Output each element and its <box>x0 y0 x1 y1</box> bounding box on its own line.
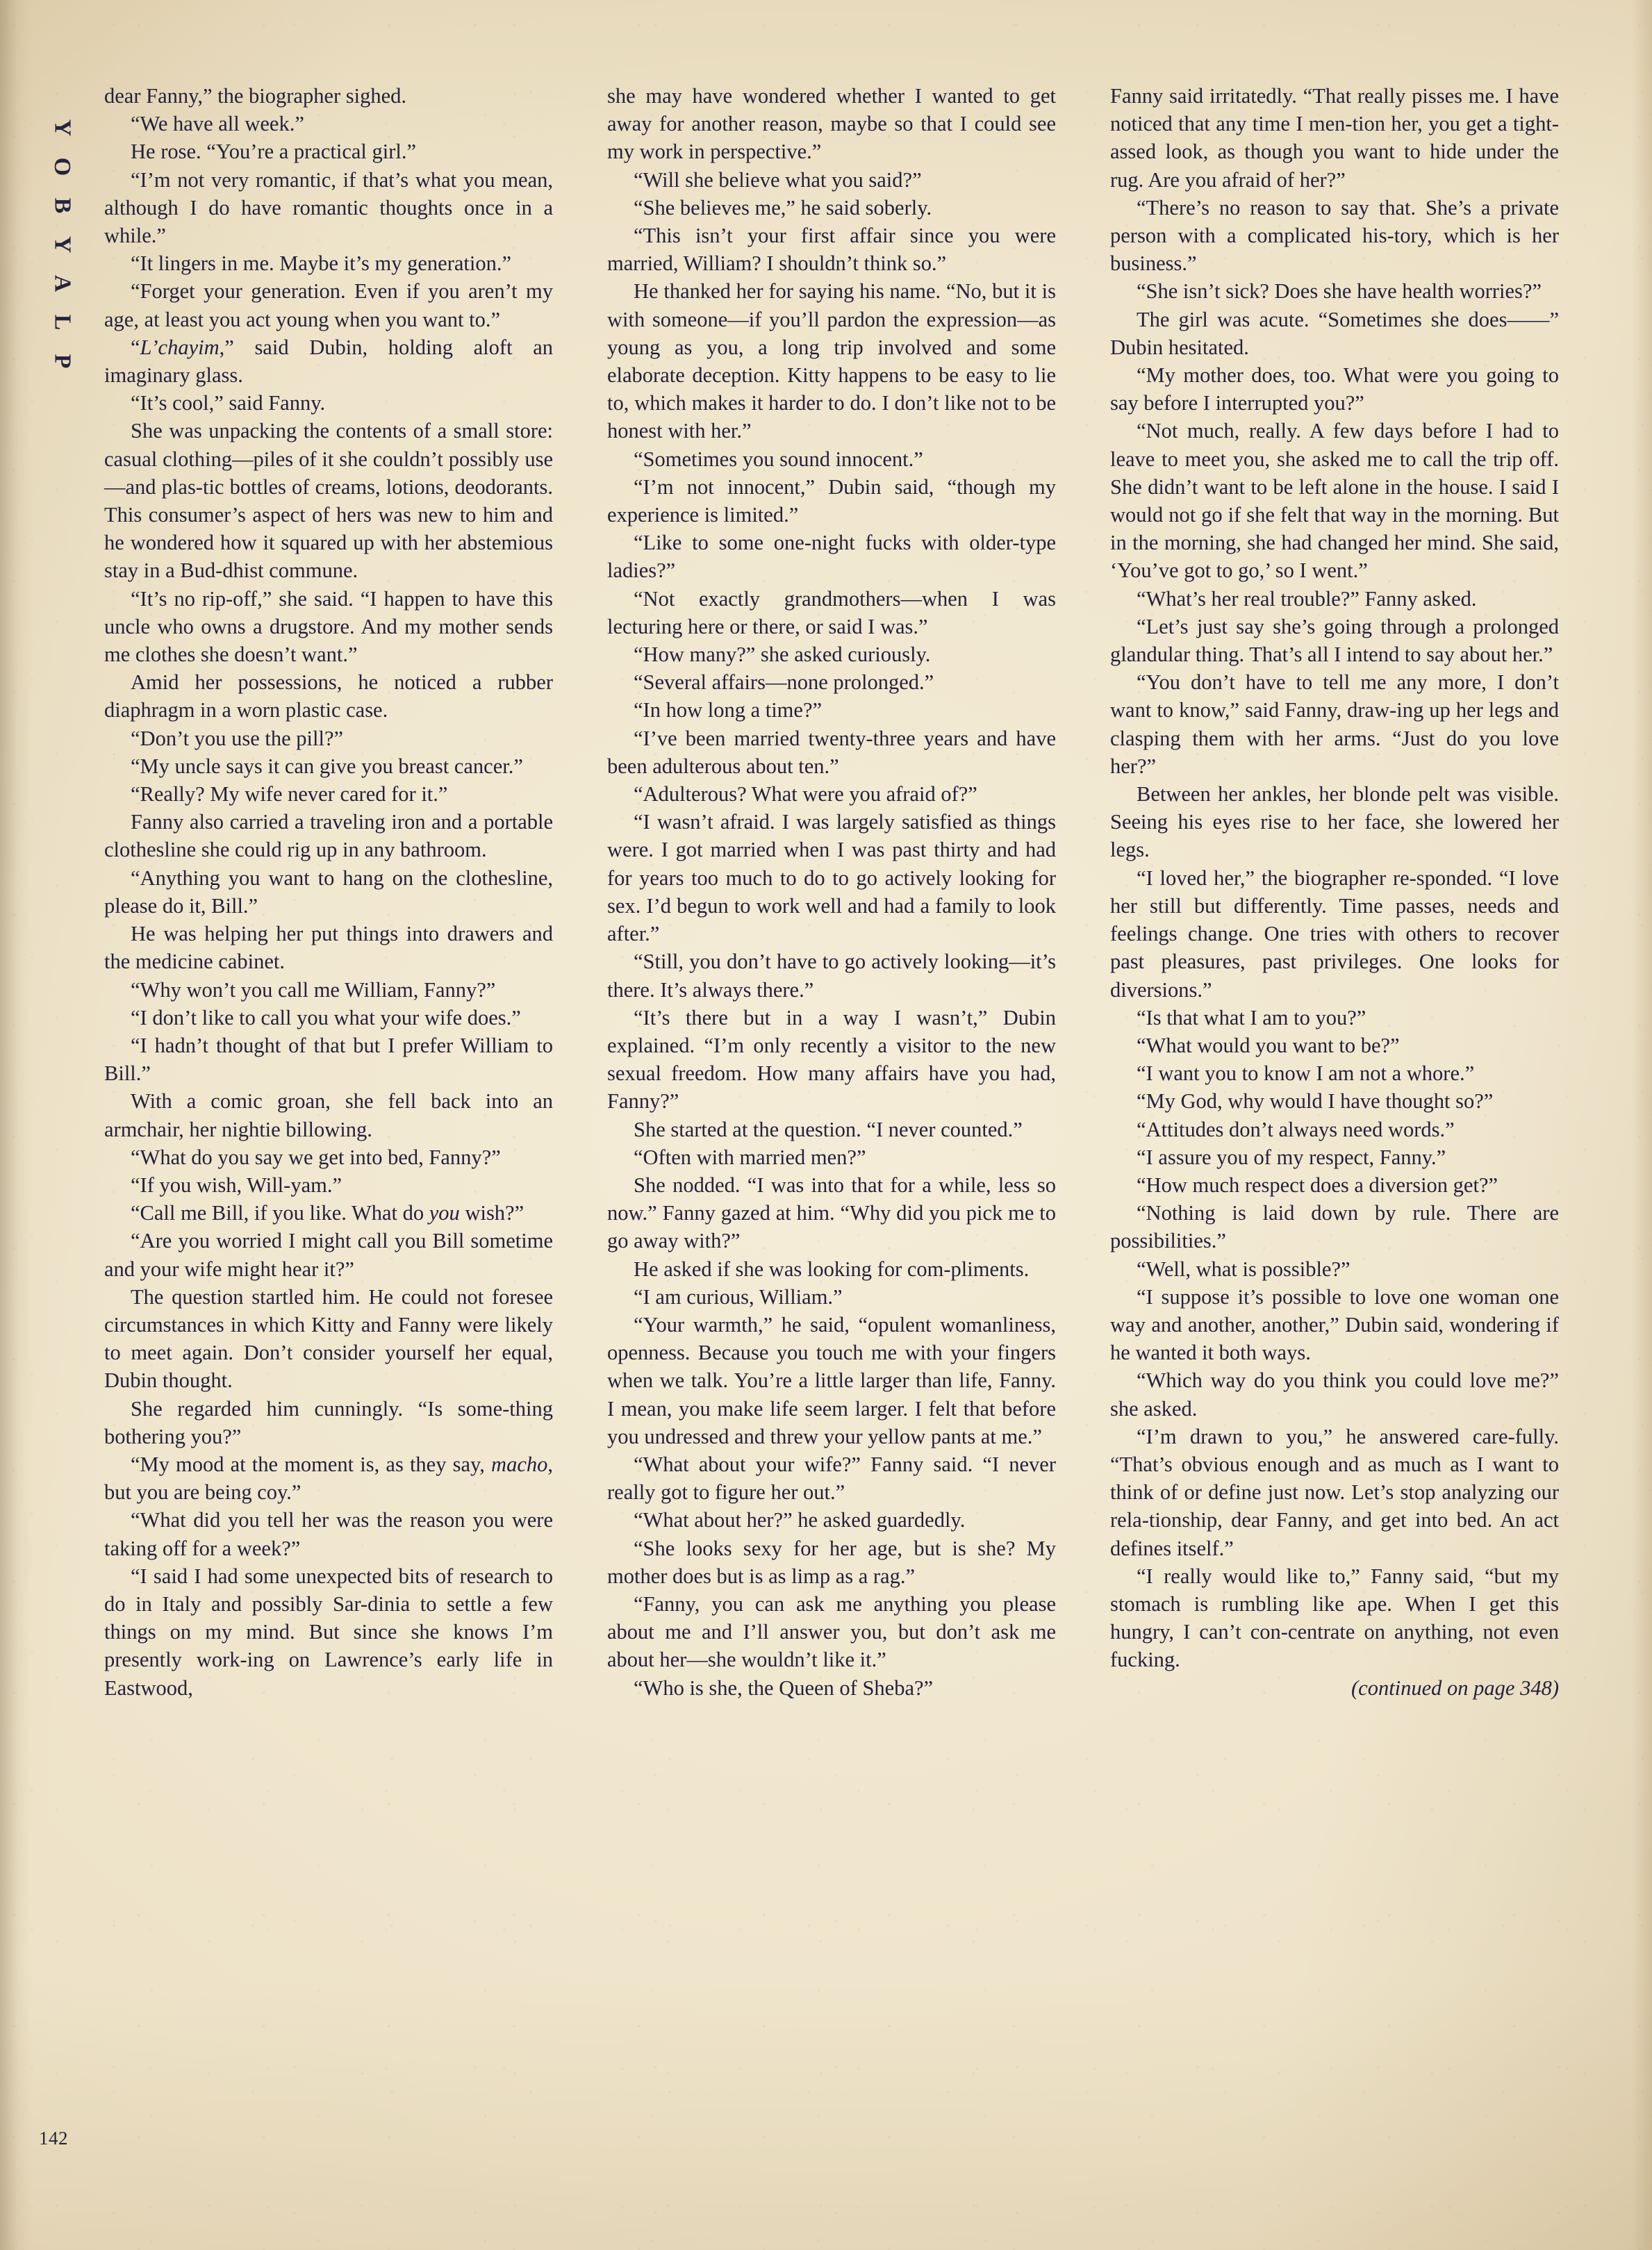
body-paragraph <box>1110 82 1559 194</box>
text-run: ,” said Dubin, holding aloft an imaginary glass. <box>104 335 553 388</box>
body-paragraph <box>607 1143 1056 1171</box>
body-paragraph <box>607 668 1056 696</box>
body-paragraph <box>607 780 1056 808</box>
text-run: “I hadn’t thought of that but I prefer William to Bill.” <box>104 1033 553 1086</box>
text-run: “Why won’t you call me William, Fanny?” <box>131 977 496 1002</box>
body-paragraph <box>607 1116 1056 1143</box>
text-run: “I am curious, William.” <box>634 1284 843 1309</box>
body-paragraph <box>1110 1143 1559 1171</box>
brand-letter: L <box>49 314 75 331</box>
body-paragraph <box>104 976 553 1004</box>
publication-brand-vertical <box>38 103 86 381</box>
body-paragraph <box>1110 277 1559 305</box>
body-paragraph <box>1110 1004 1559 1032</box>
text-run: “I assure you of my respect, Fanny.” <box>1137 1145 1446 1169</box>
text-run: “How much respect does a diversion get?” <box>1137 1173 1498 1197</box>
continued-on-page-note[interactable]: (continued on page 348) <box>1351 1676 1559 1700</box>
body-paragraph <box>104 1562 553 1702</box>
text-run: “I really would like to,” Fanny said, “but my stomach is rumbling like ape. When I get this hungry, I can’t con-centrate on anything, not even fucking. <box>1110 1564 1559 1672</box>
text-run: With a comic groan, she fell back into an armchair, her nightie billowing. <box>104 1089 553 1141</box>
text-run: “Will she believe what you said?” <box>634 167 922 192</box>
text-run: , but you are being coy.” <box>104 1452 553 1505</box>
text-run: He thanked her for saying his name. “No, but it is with someone—if you’ll pardon the expression—as young as you, a long trip involved and some elaborate deception. Kitty happens to be easy to lie to, which makes it harder to do. I don’t like not to be honest with her.” <box>607 279 1056 443</box>
text-run: “My uncle says it can give you breast cancer.” <box>131 754 523 778</box>
body-paragraph <box>1110 780 1559 864</box>
body-paragraph <box>1110 585 1559 613</box>
body-paragraph <box>1110 1255 1559 1283</box>
text-run: “Not much, really. A few days before I had to leave to meet you, she asked me to call the trip off. She didn’t want to be left alone in the house. I said I would not go if she felt that way in the morning. But in the morning, she had changed her mind. She said, ‘You’ve got to go,’ so I went.” <box>1110 419 1559 583</box>
text-run: she may have wondered whether I wanted to get away for another reason, maybe so that I could see my work in perspective.” <box>607 84 1056 164</box>
text-run: “What about her?” he asked guardedly. <box>634 1508 966 1532</box>
text-run: “We have all week.” <box>131 112 304 136</box>
column-3 <box>1110 82 1559 1702</box>
emphasised-text: L’chayim <box>140 335 220 359</box>
body-paragraph <box>607 1535 1056 1590</box>
article-body-columns <box>104 82 1560 1702</box>
body-paragraph <box>104 1199 553 1227</box>
body-paragraph <box>104 864 553 920</box>
page-number: 142 <box>39 2128 68 2149</box>
body-paragraph <box>607 725 1056 780</box>
body-paragraph <box>1110 668 1559 780</box>
text-run: “You don’t have to tell me any more, I don’t want to know,” said Fanny, draw-ing up her legs and clasping them with her arms. “Just do you love her?” <box>1110 670 1559 778</box>
text-run: “Really? My wife never cared for it.” <box>131 782 448 806</box>
text-run: “Which way do you think you could love me?” she asked. <box>1110 1368 1559 1421</box>
body-paragraph <box>1110 306 1559 361</box>
body-paragraph <box>104 138 553 165</box>
text-run: “It’s there but in a way I wasn’t,” Dubin explained. “I’m only recently a visitor to the new sexual freedom. How many affairs have you had, Fanny?” <box>607 1005 1056 1114</box>
text-run: Fanny also carried a traveling iron and a portable clothesline she could rig up in any bathroom. <box>104 810 553 862</box>
body-paragraph <box>607 1004 1056 1116</box>
text-run: “Nothing is laid down by rule. There are possibilities.” <box>1110 1201 1559 1253</box>
body-paragraph <box>104 333 553 389</box>
text-run: “Forget your generation. Even if you aren’t my age, at least you act young when you want to.” <box>104 279 553 331</box>
text-run: “What did you tell her was the reason you were taking off for a week?” <box>104 1508 553 1560</box>
text-run: “Still, you don’t have to go actively looking—it’s there. It’s always there.” <box>607 950 1056 1002</box>
text-run: “I’ve been married twenty-three years and have been adulterous about ten.” <box>607 726 1056 778</box>
column-2 <box>607 82 1056 1702</box>
text-run: “It’s no rip-off,” she said. “I happen to have this uncle who owns a drugstore. And my mother sends me clothes she doesn’t want.” <box>104 586 553 667</box>
body-paragraph <box>607 222 1056 277</box>
body-paragraph <box>607 1311 1056 1450</box>
text-run: “There’s no reason to say that. She’s a private person with a complicated his-tory, which is her business.” <box>1110 195 1559 276</box>
body-paragraph <box>607 529 1056 584</box>
text-run: “Often with married men?” <box>634 1145 866 1169</box>
body-paragraph <box>104 277 553 333</box>
body-paragraph <box>607 1283 1056 1311</box>
body-paragraph <box>607 808 1056 948</box>
body-paragraph <box>607 166 1056 194</box>
text-run: “If you wish, Will-yam.” <box>131 1173 342 1197</box>
body-paragraph <box>104 1004 553 1032</box>
body-paragraph <box>607 948 1056 1003</box>
text-run: “I don’t like to call you what your wife does.” <box>131 1005 521 1029</box>
text-run: “I suppose it’s possible to love one woman one way and another, another,” Dubin said, wondering if he wanted it both ways. <box>1110 1284 1559 1365</box>
body-paragraph <box>1110 194 1559 278</box>
brand-letter: O <box>49 157 75 176</box>
body-paragraph <box>1110 361 1559 417</box>
text-run: He was helping her put things into drawers and the medicine cabinet. <box>104 922 553 974</box>
text-run: “This isn’t your first affair since you were married, William? I shouldn’t think so.” <box>607 224 1056 276</box>
body-paragraph <box>104 780 553 808</box>
body-paragraph <box>1110 1116 1559 1143</box>
text-run: “I’m drawn to you,” he answered care-fully. “That’s obvious enough and as much as I want to think of or define just now. Let’s stop analyzing our rela-tionship, dear Fanny, and get into bed. An act defines itself.” <box>1110 1424 1559 1560</box>
body-paragraph <box>104 585 553 669</box>
text-run: “I’m not very romantic, if that’s what you mean, although I do have romantic thoughts once in a while.” <box>104 167 553 248</box>
body-paragraph <box>1110 1171 1559 1199</box>
text-run: He rose. “You’re a practical girl.” <box>131 140 417 164</box>
body-paragraph <box>1110 1283 1559 1367</box>
text-run: She started at the question. “I never counted.” <box>634 1117 1023 1141</box>
body-paragraph <box>1110 1059 1559 1087</box>
text-run: “My mood at the moment is, as they say, <box>131 1452 492 1476</box>
body-paragraph <box>104 1283 553 1395</box>
body-paragraph <box>1110 1366 1559 1422</box>
text-run: “Like to some one-night fucks with older-type ladies?” <box>607 531 1056 583</box>
body-paragraph <box>607 194 1056 222</box>
text-run: “She isn’t sick? Does she have health worries?” <box>1137 279 1542 304</box>
body-paragraph <box>1110 864 1559 1004</box>
text-run: “She looks sexy for her age, but is she? My mother does but is as limp as a rag.” <box>607 1536 1056 1588</box>
body-paragraph <box>104 1032 553 1087</box>
text-run: “What do you say we get into bed, Fanny?” <box>131 1145 501 1169</box>
brand-letter: Y <box>49 119 75 137</box>
text-run: “She believes me,” he said soberly. <box>634 195 932 220</box>
body-paragraph <box>607 640 1056 668</box>
body-paragraph <box>104 808 553 863</box>
body-paragraph <box>104 920 553 975</box>
text-run: Amid her possessions, he noticed a rubber diaphragm in a worn plastic case. <box>104 670 553 722</box>
body-paragraph <box>104 1227 553 1282</box>
text-run: She nodded. “I was into that for a while, less so now.” Fanny gazed at him. “Why did you pick me to go away with?” <box>607 1173 1056 1253</box>
text-run: “I loved her,” the biographer re-sponded. “I love her still but differently. Time passes, needs and feelings change. One tries with others to recover past pleasures, past privileges. One looks for diversions.” <box>1110 866 1559 1002</box>
text-run: “Not exactly grandmothers—when I was lecturing here or there, or said I was.” <box>607 586 1056 638</box>
body-paragraph <box>104 725 553 752</box>
text-run: “I’m not innocent,” Dubin said, “though my experience is limited.” <box>607 474 1056 527</box>
body-paragraph <box>104 166 553 250</box>
text-run: “It lingers in me. Maybe it’s my generation.” <box>131 251 512 276</box>
body-paragraph <box>1110 1087 1559 1115</box>
text-run: “Let’s just say she’s going through a prolonged glandular thing. That’s all I intend to say about her.” <box>1110 614 1559 667</box>
body-paragraph <box>607 1171 1056 1255</box>
body-paragraph <box>607 1255 1056 1283</box>
body-paragraph <box>607 1590 1056 1674</box>
body-paragraph <box>104 1450 553 1506</box>
body-paragraph <box>607 473 1056 529</box>
body-paragraph <box>104 1171 553 1199</box>
text-run: “Don’t you use the pill?” <box>131 726 344 750</box>
text-run: “My God, why would I have thought so?” <box>1137 1089 1494 1114</box>
text-run: Fanny said irritatedly. “That really pisses me. I have noticed that any time I men-tion her, you get a tight-assed look, as though you want to hide under the rug. Are you afraid of her?” <box>1110 84 1559 192</box>
text-run: She was unpacking the contents of a small store: casual clothing—piles of it she couldn’t possibly use—and plas-tic bottles of creams, lotions, deodorants. This consumer’s aspect of hers was new to him and he wondered how it squared up with her abstemious stay in a Bud-dhist commune. <box>104 419 553 583</box>
body-paragraph <box>1110 1032 1559 1059</box>
brand-letter: A <box>49 274 75 292</box>
body-paragraph <box>607 1506 1056 1534</box>
text-run: “Call me Bill, if you like. What do <box>131 1201 429 1225</box>
body-paragraph <box>104 1506 553 1562</box>
text-run: “In how long a time?” <box>634 698 823 722</box>
text-run: The question startled him. He could not foresee circumstances in which Kitty and Fanny were likely to meet again. Don’t consider yourself her equal, Dubin thought. <box>104 1284 553 1393</box>
body-paragraph <box>104 417 553 584</box>
page-edge-shading <box>1631 0 1652 2250</box>
text-run: “Are you worried I might call you Bill sometime and your wife might hear it?” <box>104 1229 553 1281</box>
body-paragraph <box>607 445 1056 473</box>
text-run: “Several affairs—none prolonged.” <box>634 670 934 695</box>
text-run: She regarded him cunningly. “Is some-thing bothering you?” <box>104 1396 553 1448</box>
text-run: “My mother does, too. What were you going to say before I interrupted you?” <box>1110 363 1559 415</box>
binding-gutter-shadow <box>0 0 32 2250</box>
text-run: “Is that what I am to you?” <box>1137 1005 1366 1029</box>
body-paragraph <box>1110 613 1559 668</box>
text-run: “What would you want to be?” <box>1137 1033 1400 1057</box>
text-run: “What’s her real trouble?” Fanny asked. <box>1137 586 1477 611</box>
text-run: “Anything you want to hang on the clothesline, please do it, Bill.” <box>104 866 553 918</box>
body-paragraph <box>104 1087 553 1143</box>
text-run: “I said I had some unexpected bits of research to do in Italy and possibly Sar-dinia to settle a few things on my mind. But since she knows I’m presently work-ing on Lawrence’s early life in Eastwood, <box>104 1564 553 1700</box>
text-run: “How many?” she asked curiously. <box>634 643 931 667</box>
text-run: “Who is she, the Queen of Sheba?” <box>634 1676 934 1700</box>
body-paragraph <box>1110 1562 1559 1674</box>
body-paragraph <box>104 1143 553 1171</box>
text-run: “Adulterous? What were you afraid of?” <box>634 782 977 806</box>
body-paragraph <box>1110 1199 1559 1255</box>
body-paragraph <box>104 752 553 780</box>
body-paragraph <box>104 249 553 277</box>
text-run: “It’s cool,” said Fanny. <box>131 391 326 415</box>
text-run: “I wasn’t afraid. I was largely satisfied as things were. I got married when I was past thirty and had for years too much to do to go actively looking for sex. I’d begun to work well and had a family to look after.” <box>607 810 1056 946</box>
text-run: “ <box>131 335 140 359</box>
body-paragraph <box>104 1395 553 1450</box>
body-paragraph <box>607 1450 1056 1506</box>
body-paragraph <box>1110 1423 1559 1562</box>
text-run: dear Fanny,” the biographer sighed. <box>104 84 407 108</box>
body-paragraph <box>104 110 553 138</box>
text-run: “What about your wife?” Fanny said. “I never really got to figure her out.” <box>607 1452 1056 1505</box>
text-run: “Your warmth,” he said, “opulent womanliness, openness. Because you touch me with your fingers when we talk. You’re a little larger than life, Fanny. I mean, you make life seem larger. I felt that before you undressed and threw your yellow pants at me.” <box>607 1312 1056 1448</box>
text-run: “Attitudes don’t always need words.” <box>1137 1117 1455 1141</box>
brand-letter: B <box>49 197 75 214</box>
body-paragraph <box>607 696 1056 724</box>
emphasised-text: macho <box>491 1452 548 1476</box>
column-1 <box>104 82 553 1702</box>
body-paragraph <box>104 389 553 417</box>
emphasised-text: you <box>429 1201 460 1225</box>
text-run: “I want you to know I am not a whore.” <box>1137 1061 1475 1086</box>
text-run: wish?” <box>459 1201 524 1225</box>
text-run: The girl was acute. “Sometimes she does——” Dubin hesitated. <box>1110 307 1559 359</box>
body-paragraph <box>1110 417 1559 584</box>
body-paragraph <box>104 82 553 110</box>
text-run: “Sometimes you sound innocent.” <box>634 447 923 471</box>
text-run: “Well, what is possible?” <box>1137 1257 1350 1281</box>
body-paragraph <box>607 277 1056 445</box>
text-run: He asked if she was looking for com-pliments. <box>634 1257 1030 1281</box>
brand-letter: P <box>49 354 75 369</box>
brand-letter: Y <box>49 235 75 254</box>
text-run: Between her ankles, her blonde pelt was visible. Seeing his eyes rise to her face, she lowered her legs. <box>1110 782 1559 862</box>
body-paragraph <box>607 585 1056 640</box>
body-paragraph <box>104 668 553 724</box>
body-paragraph <box>607 82 1056 166</box>
text-run: “Fanny, you can ask me anything you please about me and I’ll answer you, but don’t ask me about her—she wouldn’t like it.” <box>607 1591 1056 1672</box>
body-paragraph <box>607 1674 1056 1702</box>
